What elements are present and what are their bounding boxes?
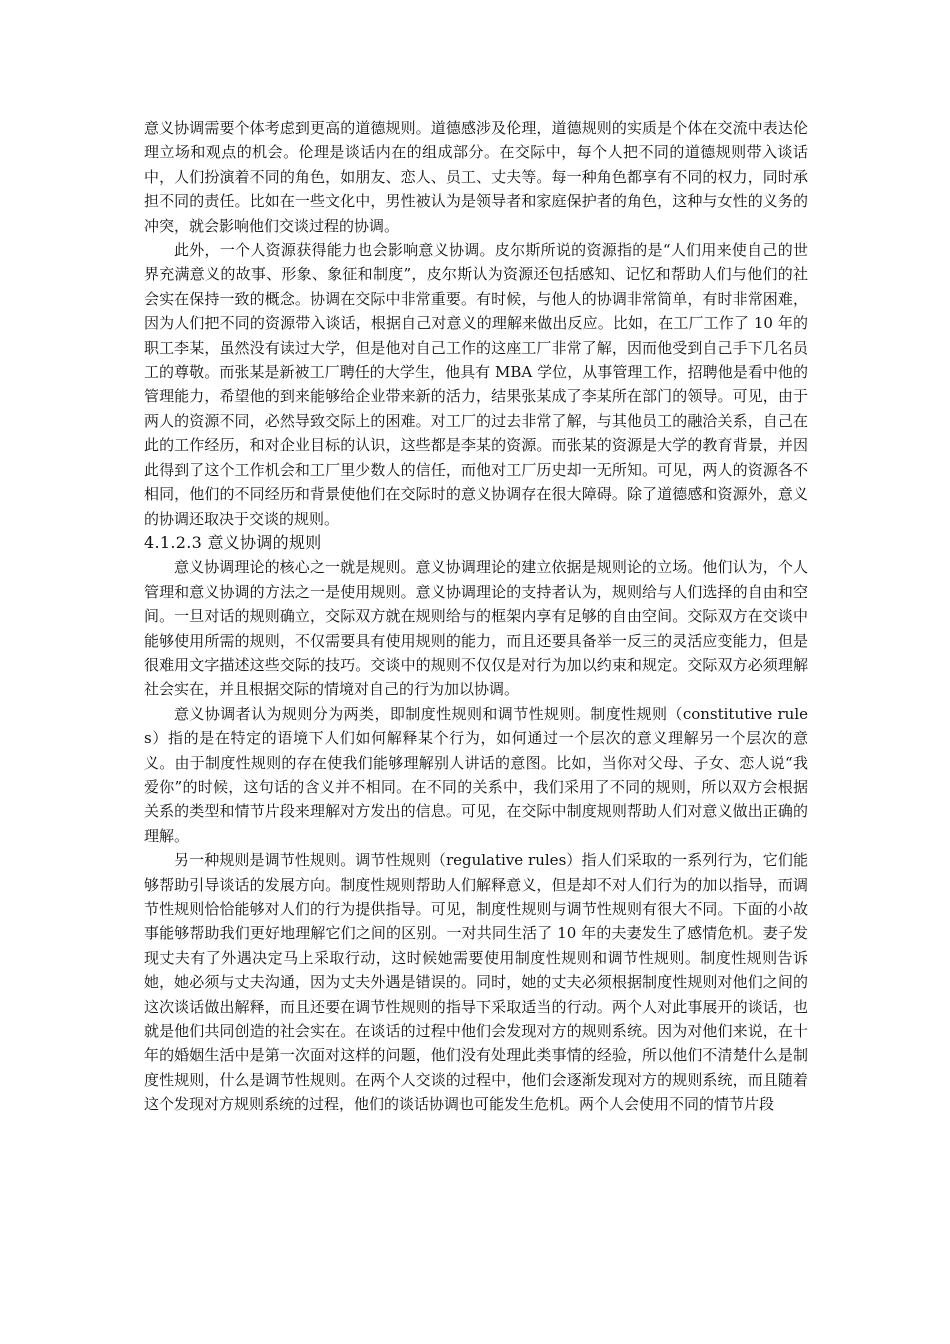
section-heading: 4.1.2.3 意义协调的规则 [144,532,322,552]
body-paragraph: 另一种规则是调节性规则。调节性规则（regulative rules）指人们采取的一系列行为，它们能够帮助引导谈话的发展方向。制度性规则帮助人们解释意义，但是却不对人们行为的加以指导，而调节性规则恰恰能够对人们的行为提供指导。可见，制度性规则与调节性规则有很大不同。下面的小故事能够帮助我们更好地理解它们之间的区别。一对共同生活了 10 年的夫妻发生了感情危机。妻子发现丈夫有了外遇决定马上采取行动，这时候她需要使用制度性规则和调节性规则。制度性规则告诉她，她必须与丈夫沟通，因为丈夫外遇是错误的。同时，她的丈夫必须根据制度性规则对他们之间的这次谈话做出解释，而且还要在调节性规则的指导下采取适当的行动。两个人对此事展开的谈话，也就是他们共同创造的社会实在。在谈话的过程中他们会发现对方的规则系统。因为对他们来说，在十年的婚姻生活中是第一次面对这样的问题，他们没有处理此类事情的经验，所以他们不清楚什么是制度性规则，什么是调节性规则。在两个人交谈的过程中，他们会逐渐发现对方的规则系统，而且随着这个发现对方规则系统的过程，他们的谈话协调也可能发生危机。两个人会使用不同的情节片段 [144,851,808,1114]
body-paragraph: 意义协调需要个体考虑到更高的道德规则。道德感涉及伦理，道德规则的实质是个体在交流中表达伦理立场和观点的机会。伦理是谈话内在的组成部分。在交际中，每个人把不同的道德规则带入谈话中，人们扮演着不同的角色，如朋友、恋人、员工、丈夫等。每一种角色都享有不同的权力，同时承担不同的责任。比如在一些文化中，男性被认为是领导者和家庭保护者的角色，这种与女性的义务的冲突，就会影响他们交谈过程的协调。 [144,119,808,235]
body-paragraph: 意义协调者认为规则分为两类，即制度性规则和调节性规则。制度性规则（constitutive rules）指的是在特定的语境下人们如何解释某个行为，如何通过一个层次的意义理解另一个层次的意义。由于制度性规则的存在使我们能够理解别人讲话的意图。比如，当你对父母、子女、恋人说“我爱你”的时候，这句话的含义并不相同。在不同的关系中，我们采用了不同的规则，所以双方会根据关系的类型和情节片段来理解对方发出的信息。可见，在交际中制度规则帮助人们对意义做出正确的理解。 [144,704,808,845]
body-paragraph: 意义协调理论的核心之一就是规则。意义协调理论的建立依据是规则论的立场。他们认为，个人管理和意义协调的方法之一是使用规则。意义协调理论的支持者认为，规则给与人们选择的自由和空间。一旦对话的规则确立，交际双方就在规则给与的框架内享有足够的自由空间。交际双方在交谈中能够使用所需的规则，不仅需要具有使用规则的能力，而且还要具备举一反三的灵活应变能力，但是很难用文字描述这些交际的技巧。交谈中的规则不仅仅是对行为加以约束和规定。交际双方必须理解社会实在，并且根据交际的情境对自己的行为加以协调。 [144,558,808,699]
document-page [144,116,808,1117]
body-paragraph: 此外，一个人资源获得能力也会影响意义协调。皮尔斯所说的资源指的是“人们用来使自己的世界充满意义的故事、形象、象征和制度”，皮尔斯认为资源还包括感知、记忆和帮助人们与他们的社会实在保持一致的概念。协调在交际中非常重要。有时候，与他人的协调非常简单，有时非常困难，因为人们把不同的资源带入谈话，根据自己对意义的理解来做出反应。比如，在工厂工作了 10 年的职工李某，虽然没有读过大学，但是他对自己工作的这座工厂非常了解，因而他受到自己手下几名员工的尊敬。而张某是新被工厂聘任的大学生，他具有 MBA 学位，从事管理工作，招聘他是看中他的管理能力，希望他的到来能够给企业带来新的活力，结果张某成了李某所在部门的领导。可见，由于两人的资源不同，必然导致交际上的困难。对工厂的过去非常了解，与其他员工的融洽关系，自己在此的工作经历，和对企业目标的认识，这些都是李某的资源。而张某的资源是大学的教育背景，并因此得到了这个工作机会和工厂里少数人的信任，而他对工厂历史却一无所知。可见，两人的资源各不相同，他们的不同经历和背景使他们在交际时的意义协调存在很大障碍。除了道德感和资源外，意义的协调还取决于交谈的规则。 [144,241,808,528]
